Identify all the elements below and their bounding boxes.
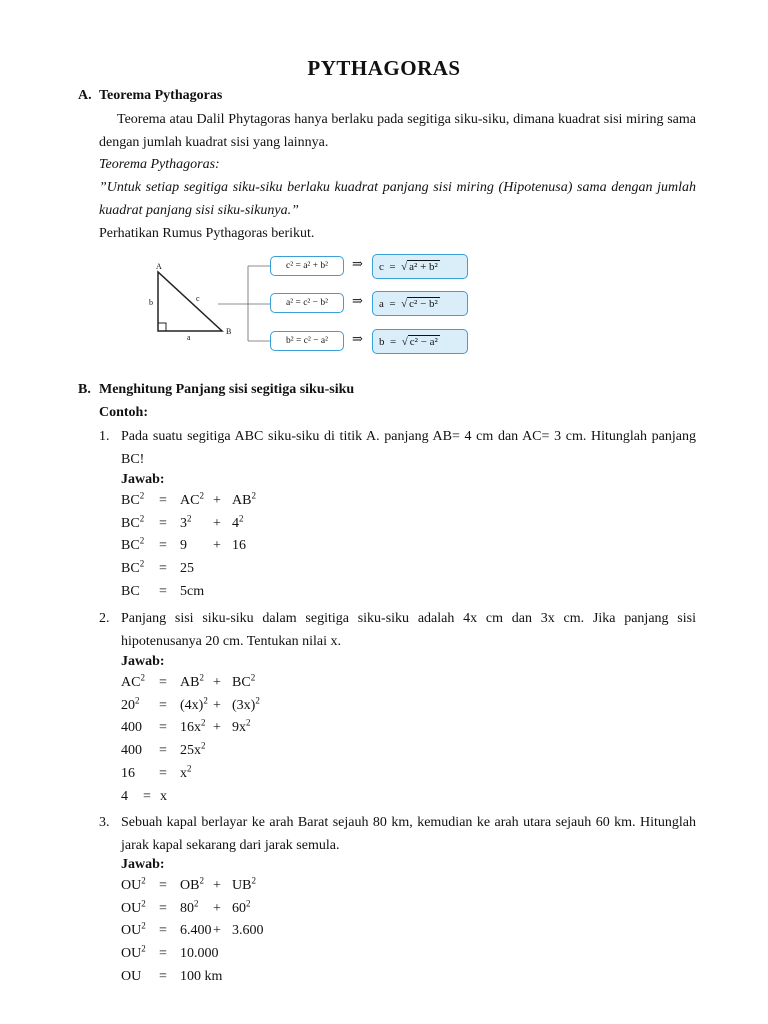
equation-equals: = <box>159 900 167 916</box>
right-angle-marker <box>158 323 166 331</box>
section-a-heading: Teorema Pythagoras <box>99 88 223 103</box>
equation-term: $16x^2$ <box>180 717 206 736</box>
equation-equals: = <box>159 538 167 554</box>
equation-term: 16 <box>232 538 246 554</box>
equation-term: $(4x)^2$ <box>180 695 208 713</box>
result-box-c: c = √ a² + b² <box>372 254 468 279</box>
equation-lhs: $BC^2$ <box>121 513 145 531</box>
equation-lhs: $AC^2$ <box>121 672 145 690</box>
exponent: 2 <box>199 490 204 501</box>
equation-term: 10.000 <box>180 946 219 962</box>
exponent: 2 <box>141 875 146 886</box>
exponent: 2 <box>199 672 204 683</box>
equation-term: x <box>160 788 167 804</box>
exponent: 2 <box>187 763 192 774</box>
equation-lhs: $OU^2$ <box>121 920 146 939</box>
equation-term: 6.400 <box>180 923 212 939</box>
equation-term: $4^2$ <box>232 513 244 531</box>
equation-lhs: OU <box>121 968 142 984</box>
contoh-label: Contoh: <box>99 405 149 420</box>
problem-text: Pada suatu segitiga ABC siku-siku di titik A. panjang AB= 4 cm dan AC= 3 cm. Hitunglah panjang BC! <box>121 429 696 467</box>
equation-equals: = <box>143 788 151 804</box>
problem-number: 2. <box>99 611 110 626</box>
equation-lhs: 4 <box>121 788 128 804</box>
exponent: 2 <box>203 695 208 706</box>
equation-operator: + <box>213 675 221 690</box>
section-b-label: B. <box>78 382 91 397</box>
equation-equals: = <box>159 675 167 690</box>
equation-term: 100 km <box>180 968 223 984</box>
exponent: 2 <box>255 695 260 706</box>
equation-term: $OB^2$ <box>180 875 204 893</box>
formula-box-b: b² = c² − a² <box>270 331 344 351</box>
section-a-label: A. <box>78 88 92 103</box>
pythagoras-diagram <box>140 250 480 360</box>
exponent: 2 <box>246 717 251 728</box>
exponent: 2 <box>251 875 256 886</box>
equation-equals: = <box>159 561 167 577</box>
equation-equals: = <box>159 923 167 939</box>
equation-lhs: $20^2$ <box>121 695 140 713</box>
equation-term: $25x^2$ <box>180 740 206 759</box>
exponent: 2 <box>246 898 251 909</box>
equation-operator: + <box>213 923 221 939</box>
side-a-label: a <box>187 333 191 342</box>
problem-number: 3. <box>99 815 110 830</box>
equation-equals: = <box>159 697 167 713</box>
exponent: 2 <box>201 717 206 728</box>
equation-term: $60^2$ <box>232 898 251 916</box>
equation-term: $9x^2$ <box>232 717 251 736</box>
formula-intro: Perhatikan Rumus Pythagoras berikut. <box>99 226 315 241</box>
equation-equals: = <box>159 968 167 984</box>
equation-term: $3^2$ <box>180 513 192 531</box>
theorem-label: Teorema Pythagoras: <box>99 157 220 172</box>
equation-term: $BC^2$ <box>232 672 256 690</box>
equation-equals: = <box>159 583 167 599</box>
equation-lhs: $BC^2$ <box>121 535 145 554</box>
vertex-a-label: A <box>156 262 162 271</box>
section-a-paragraph: Teorema atau Dalil Phytagoras hanya berlaku pada segitiga siku-siku, dimana kuadrat sisi miring sama dengan jumlah kuadrat sisi yang lainnya. <box>99 112 696 150</box>
equation-lhs: 16 <box>121 765 135 781</box>
problem-number: 1. <box>99 429 110 444</box>
equation-equals: = <box>159 765 167 781</box>
exponent: 2 <box>251 490 256 501</box>
exponent: 2 <box>194 898 199 909</box>
equation-operator: + <box>213 878 221 893</box>
exponent: 2 <box>141 920 146 931</box>
equation-operator: + <box>213 900 221 916</box>
equation-term: $80^2$ <box>180 898 199 916</box>
equation-equals: = <box>159 743 167 759</box>
problem-text: Panjang sisi siku-siku dalam segitiga siku-siku adalah 4x cm dan 3x cm. Jika panjang sisi hipotenusanya 20 cm. Tentukan nilai x. <box>121 611 696 649</box>
equation-equals: = <box>159 493 167 508</box>
exponent: 2 <box>139 535 145 546</box>
equation-term: 25 <box>180 561 194 577</box>
equation-operator: + <box>213 493 221 508</box>
equation-lhs: 400 <box>121 720 142 736</box>
equation-term: $AB^2$ <box>232 490 256 508</box>
equation-equals: = <box>159 515 167 531</box>
equation-lhs: $OU^2$ <box>121 943 146 962</box>
exponent: 2 <box>199 875 204 886</box>
jawab-label: Jawab: <box>121 654 165 669</box>
equation-lhs: 400 <box>121 743 142 759</box>
exponent: 2 <box>239 513 244 524</box>
right-triangle <box>158 272 222 331</box>
equation-term: 5cm <box>180 583 205 599</box>
exponent: 2 <box>141 898 146 909</box>
equation-term: $AB^2$ <box>180 672 204 690</box>
exponent: 2 <box>141 943 146 954</box>
equation-operator: + <box>213 697 221 713</box>
implies-arrow-icon: ⇒ <box>352 293 363 308</box>
equation-operator: + <box>213 720 221 736</box>
equation-operator: + <box>213 538 221 554</box>
problem-text: Sebuah kapal berlayar ke arah Barat sejauh 80 km, kemudian ke arah utara sejauh 60 km. Hitunglah jarak kapal sekarang dari jarak semula. <box>121 815 696 853</box>
equation-lhs: $OU^2$ <box>121 875 146 893</box>
equation-lhs: $BC^2$ <box>121 490 145 508</box>
equation-equals: = <box>159 946 167 962</box>
page-title: PYTHAGORAS <box>307 56 461 80</box>
formula-box-a: a² = c² − b² <box>270 293 344 313</box>
exponent: 2 <box>139 513 145 524</box>
equation-lhs: $BC^2$ <box>121 558 145 577</box>
exponent: 2 <box>139 558 145 569</box>
side-b-label: b <box>149 298 153 307</box>
equation-term: $x^2$ <box>180 763 192 781</box>
equation-term: $AC^2$ <box>180 490 204 508</box>
side-c-label: c <box>196 294 200 303</box>
equation-term: 9 <box>180 538 187 554</box>
implies-arrow-icon: ⇒ <box>352 256 363 271</box>
equation-term: $UB^2$ <box>232 875 256 893</box>
exponent: 2 <box>187 513 192 524</box>
result-box-a: a = √ c² − b² <box>372 291 468 316</box>
formula-box-c: c² = a² + b² <box>270 256 344 276</box>
implies-arrow-icon: ⇒ <box>352 331 363 346</box>
equation-lhs: $OU^2$ <box>121 898 146 916</box>
result-box-b: b = √ c² − a² <box>372 329 468 354</box>
equation-operator: + <box>213 515 221 531</box>
equation-lhs: BC <box>121 583 140 599</box>
jawab-label: Jawab: <box>121 472 165 487</box>
exponent: 2 <box>135 695 140 706</box>
exponent: 2 <box>201 740 206 751</box>
vertex-b-label: B <box>226 327 232 336</box>
equation-term: 3.600 <box>232 923 264 939</box>
exponent: 2 <box>140 672 145 683</box>
section-b-heading: Menghitung Panjang sisi segitiga siku-siku <box>99 382 355 397</box>
exponent: 2 <box>250 672 256 683</box>
exponent: 2 <box>139 490 145 501</box>
theorem-statement: ”Untuk setiap segitiga siku-siku berlaku kuadrat panjang sisi miring (Hipotenusa) sama dengan jumlah kuadrat panjang sisi siku-sikunya.” <box>99 180 696 218</box>
jawab-label: Jawab: <box>121 857 165 872</box>
equation-equals: = <box>159 720 167 736</box>
equation-equals: = <box>159 878 167 893</box>
equation-term: $(3x)^2$ <box>232 695 260 713</box>
